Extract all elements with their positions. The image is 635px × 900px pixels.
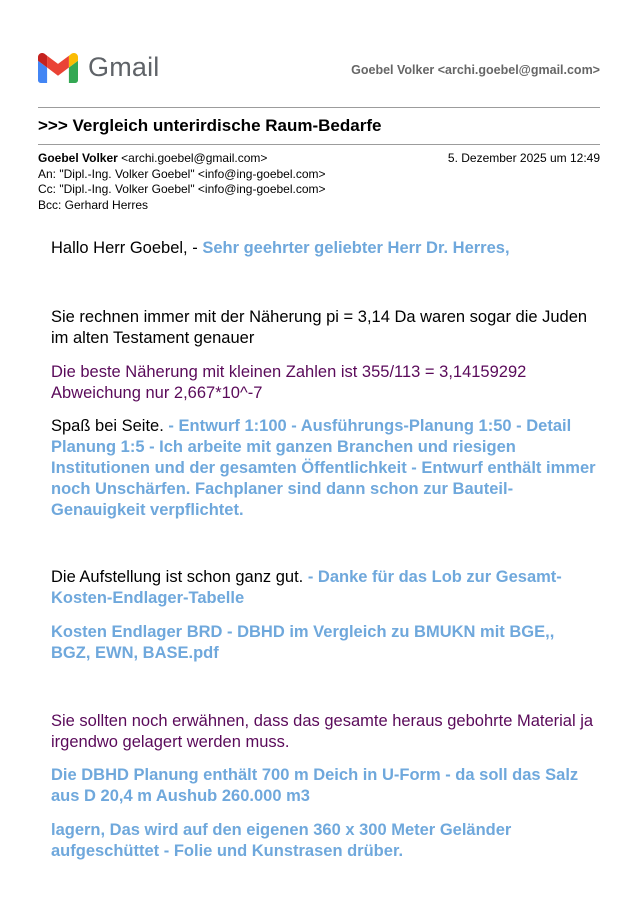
email-subject: >>> Vergleich unterirdische Raum-Bedarfe — [38, 116, 382, 135]
material-quote-paragraph: Sie sollten noch erwähnen, dass das gesamte heraus gebohrte Material ja irgendwo gelagert werden muss. — [51, 712, 594, 751]
greeting-paragraph — [51, 238, 596, 259]
sender-name: Goebel Volker — [38, 151, 118, 165]
gmail-wordmark: Gmail — [88, 52, 160, 82]
subject-divider — [38, 144, 600, 145]
to-line: An: "Dipl.-Ing. Volker Goebel" <info@ing-goebel.com> — [38, 166, 326, 181]
sender-address: <archi.goebel@gmail.com> — [121, 151, 268, 165]
greeting-reply: Sehr geehrter geliebter Herr Dr. Herres, — [202, 239, 510, 257]
deich-reply-paragraph: Die DBHD Planung enthält 700 m Deich in U-Form - da soll das Salz aus D 20,4 m Aushub 260.000 m3 — [51, 766, 579, 805]
list-reply: - Danke für das Lob zur Gesamt-Kosten-Endlager-Tabelle — [51, 568, 562, 607]
header-divider — [38, 107, 600, 108]
account-label: Goebel Volker <archi.goebel@gmail.com> — [351, 63, 600, 77]
email-meta — [38, 151, 600, 213]
gmail-logo — [38, 52, 160, 83]
pi-quote-paragraph: Sie rechnen immer mit der Näherung pi = 3,14 Da waren sogar die Juden im alten Testament genauer — [51, 308, 588, 347]
planning-paragraph — [51, 416, 596, 521]
attachment-reference: Kosten Endlager BRD - DBHD im Vergleich zu BMUKN mit BGE,, BGZ, EWN, BASE.pdf — [51, 623, 555, 662]
list-quote: Die Aufstellung ist schon ganz gut. — [51, 568, 308, 586]
bcc-line: Bcc: Gerhard Herres — [38, 197, 149, 212]
cc-line: Cc: "Dipl.-Ing. Volker Goebel" <info@ing-goebel.com> — [38, 182, 326, 196]
lager-reply-paragraph: lagern, Das wird auf den eigenen 360 x 300 Meter Geländer aufgeschüttet - Folie und Kunstrasen drüber. — [51, 821, 512, 860]
gmail-m-icon — [38, 53, 78, 83]
sent-date: 5. Dezember 2025 um 12:49 — [447, 151, 600, 165]
greeting-quote: Hallo Herr Goebel, - — [51, 239, 203, 257]
joke-quote: Spaß bei Seite. — [51, 417, 169, 435]
table-paragraph — [51, 567, 596, 609]
planning-reply: - Entwurf 1:100 - Ausführungs-Planung 1:50 - Detail Planung 1:5 - Ich arbeite mit ganzen Branchen und riesigen Institutionen und der gesamten Öffentlichkeit - Entwurf enthält immer noch Unschärfen. Fachplaner sind dann schon zur Bauteil-Genauigkeit verpflichtet. — [51, 417, 596, 519]
gmail-header — [38, 50, 600, 86]
pi-note-paragraph: Die beste Näherung mit kleinen Zahlen ist 355/113 = 3,14159292 Abweichung nur 2,667*10^-7 — [51, 363, 527, 402]
